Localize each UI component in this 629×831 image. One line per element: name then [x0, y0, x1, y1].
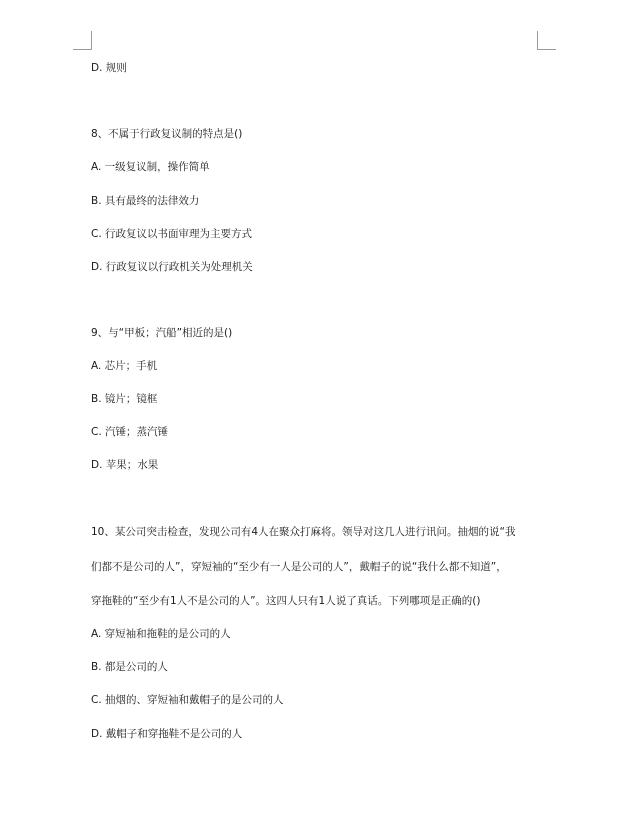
q9-option-c: C. 汽锤；蒸汽锤 [91, 426, 169, 438]
q7-option-d: D. 规则 [91, 62, 127, 74]
q8-option-b: B. 具有最终的法律效力 [91, 195, 200, 207]
q8-option-d: D. 行政复议以行政机关为处理机关 [91, 261, 253, 273]
page-corner-mark-right [537, 31, 556, 50]
q10-question-line-2: 们都不是公司的人”，穿短袖的“至少有一人是公司的人”，戴帽子的说“我什么都不知道”， [91, 561, 507, 573]
q9-question: 9、与“甲板；汽船”相近的是() [91, 327, 233, 339]
page-corner-mark-left [73, 31, 92, 50]
q10-question-line-3: 穿拖鞋的“至少有1人不是公司的人”。这四人只有1人说了真话。下列哪项是正确的() [91, 595, 481, 607]
q9-option-a: A. 芯片；手机 [91, 360, 158, 372]
q8-question: 8、不属于行政复议制的特点是() [91, 128, 243, 140]
q9-option-d: D. 苹果；水果 [91, 459, 159, 471]
q9-option-b: B. 镜片；镜框 [91, 393, 158, 405]
q8-option-c: C. 行政复议以书面审理为主要方式 [91, 228, 253, 240]
q10-option-b: B. 都是公司的人 [91, 661, 168, 673]
q10-question-line-1: 10、某公司突击检查，发现公司有4人在聚众打麻将。领导对这几人进行讯问。抽烟的说“我 [91, 526, 516, 538]
q10-option-d: D. 戴帽子和穿拖鞋不是公司的人 [91, 728, 243, 740]
q10-option-a: A. 穿短袖和拖鞋的是公司的人 [91, 628, 231, 640]
q10-option-c: C. 抽烟的、穿短袖和戴帽子的是公司的人 [91, 694, 284, 706]
q8-option-a: A. 一级复议制，操作简单 [91, 161, 210, 173]
